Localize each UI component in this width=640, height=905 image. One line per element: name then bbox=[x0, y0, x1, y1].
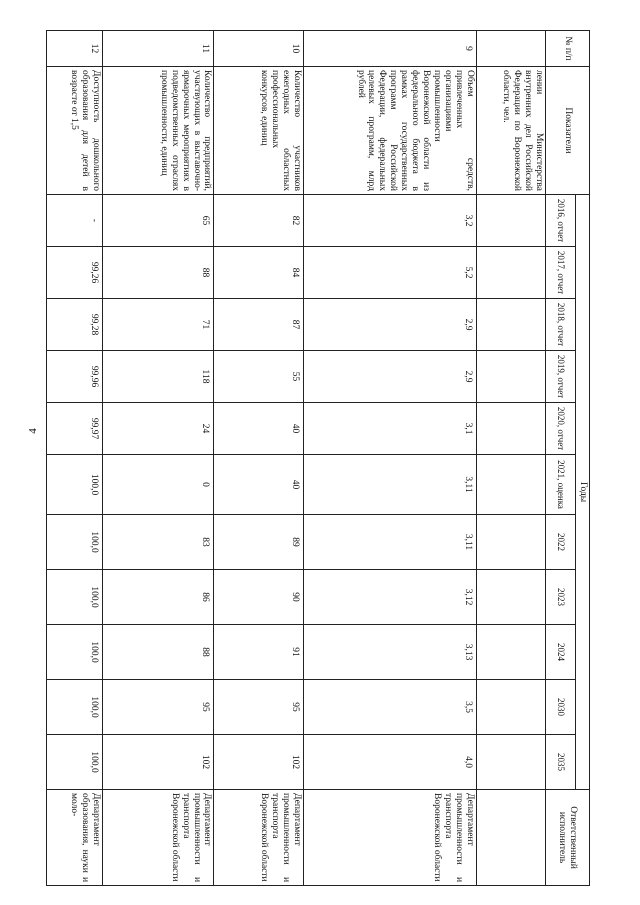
header-years: Годы bbox=[576, 195, 590, 790]
value-cell: - bbox=[47, 195, 103, 247]
value-cell bbox=[476, 455, 545, 515]
value-cell: 88 bbox=[102, 247, 214, 299]
value-cell: 102 bbox=[214, 735, 303, 790]
value-cell: 91 bbox=[214, 625, 303, 680]
value-cell bbox=[476, 680, 545, 735]
value-cell: 84 bbox=[214, 247, 303, 299]
row-number: 10 bbox=[214, 31, 303, 67]
value-cell: 40 bbox=[214, 403, 303, 455]
value-cell: 3,13 bbox=[303, 625, 476, 680]
table-row bbox=[476, 31, 545, 886]
executor-cell: Департамент промышленности и транспорта Воронежской области bbox=[214, 790, 303, 886]
value-cell bbox=[476, 515, 545, 570]
value-cell: 86 bbox=[102, 570, 214, 625]
value-cell: 3,1 bbox=[303, 403, 476, 455]
value-cell: 95 bbox=[102, 680, 214, 735]
value-cell: 55 bbox=[214, 351, 303, 403]
value-cell: 100,0 bbox=[47, 735, 103, 790]
value-cell: 40 bbox=[214, 455, 303, 515]
table-row bbox=[47, 31, 103, 886]
value-cell: 118 bbox=[102, 351, 214, 403]
value-cell: 89 bbox=[214, 515, 303, 570]
value-cell: 2,9 bbox=[303, 351, 476, 403]
indicator-cell: лении Министерства внутренних дел Российской Федерации по Воронежской области, чел. bbox=[476, 67, 545, 195]
value-cell: 100,0 bbox=[47, 570, 103, 625]
row-number bbox=[476, 31, 545, 67]
value-cell: 3,5 bbox=[303, 680, 476, 735]
value-cell: 99,97 bbox=[47, 403, 103, 455]
value-cell bbox=[476, 247, 545, 299]
indicator-cell: Количество участников ежегодных областных профессиональных конкурсов, единиц bbox=[214, 67, 303, 195]
value-cell bbox=[476, 351, 545, 403]
executor-cell: Департамент промышленности и транспорта Воронежской области bbox=[303, 790, 476, 886]
value-cell: 99,28 bbox=[47, 299, 103, 351]
header-year: 2035 bbox=[546, 735, 576, 790]
value-cell: 82 bbox=[214, 195, 303, 247]
value-cell: 88 bbox=[102, 625, 214, 680]
header-year: 2017, отчет bbox=[546, 247, 576, 299]
indicator-cell: Количество предприятий, участвующих в выставочно-ярмарочных мероприятиях в подведомственных отраслях промышленности, единиц bbox=[102, 67, 214, 195]
executor-cell bbox=[476, 790, 545, 886]
value-cell bbox=[476, 735, 545, 790]
value-cell: 99,96 bbox=[47, 351, 103, 403]
header-year: 2016, отчет bbox=[546, 195, 576, 247]
indicators-table bbox=[46, 30, 590, 886]
header-year: 2023 bbox=[546, 570, 576, 625]
value-cell bbox=[476, 299, 545, 351]
value-cell: 3,11 bbox=[303, 515, 476, 570]
header-year: 2030 bbox=[546, 680, 576, 735]
value-cell bbox=[476, 625, 545, 680]
executor-cell: Департамент промышленности и транспорта Воронежской области bbox=[102, 790, 214, 886]
value-cell: 102 bbox=[102, 735, 214, 790]
value-cell: 3,2 bbox=[303, 195, 476, 247]
header-executor: Ответственный исполнитель bbox=[546, 790, 590, 886]
value-cell: 3,11 bbox=[303, 455, 476, 515]
header-year: 2018, отчет bbox=[546, 299, 576, 351]
rotated-table-container bbox=[46, 30, 590, 885]
header-year: 2024 bbox=[546, 625, 576, 680]
value-cell bbox=[476, 403, 545, 455]
value-cell bbox=[476, 195, 545, 247]
header-num: № п/п bbox=[546, 31, 590, 67]
value-cell: 24 bbox=[102, 403, 214, 455]
table-row bbox=[102, 31, 214, 886]
header-indicator: Показатели bbox=[546, 67, 590, 195]
value-cell: 100,0 bbox=[47, 455, 103, 515]
value-cell: 71 bbox=[102, 299, 214, 351]
value-cell: 2,9 bbox=[303, 299, 476, 351]
value-cell: 0 bbox=[102, 455, 214, 515]
header-year: 2019, отчет bbox=[546, 351, 576, 403]
table-row bbox=[214, 31, 303, 886]
value-cell: 95 bbox=[214, 680, 303, 735]
header-year: 2022 bbox=[546, 515, 576, 570]
row-number: 12 bbox=[47, 31, 103, 67]
page-number: 4 bbox=[26, 428, 39, 434]
value-cell: 5,2 bbox=[303, 247, 476, 299]
row-number: 11 bbox=[102, 31, 214, 67]
value-cell: 100,0 bbox=[47, 625, 103, 680]
indicator-cell: Объем средств, привлеченных организациями промышленности Воронежской области из федерального бюджета в рамках государственных программ Российской Федерации, федеральных целевых программ, млрд рублей bbox=[303, 67, 476, 195]
value-cell: 99,26 bbox=[47, 247, 103, 299]
executor-cell: Департамент образования, науки и моло- bbox=[47, 790, 103, 886]
header-year: 2021, оценка bbox=[546, 455, 576, 515]
value-cell: 65 bbox=[102, 195, 214, 247]
value-cell: 3,12 bbox=[303, 570, 476, 625]
value-cell: 100,0 bbox=[47, 515, 103, 570]
value-cell: 87 bbox=[214, 299, 303, 351]
indicator-cell: Доступность дошкольного образования для детей в возрасте от 1,5 bbox=[47, 67, 103, 195]
value-cell: 83 bbox=[102, 515, 214, 570]
row-number: 9 bbox=[303, 31, 476, 67]
value-cell bbox=[476, 570, 545, 625]
value-cell: 4,0 bbox=[303, 735, 476, 790]
value-cell: 100,0 bbox=[47, 680, 103, 735]
header-year: 2020, отчет bbox=[546, 403, 576, 455]
table-row bbox=[303, 31, 476, 886]
value-cell: 90 bbox=[214, 570, 303, 625]
